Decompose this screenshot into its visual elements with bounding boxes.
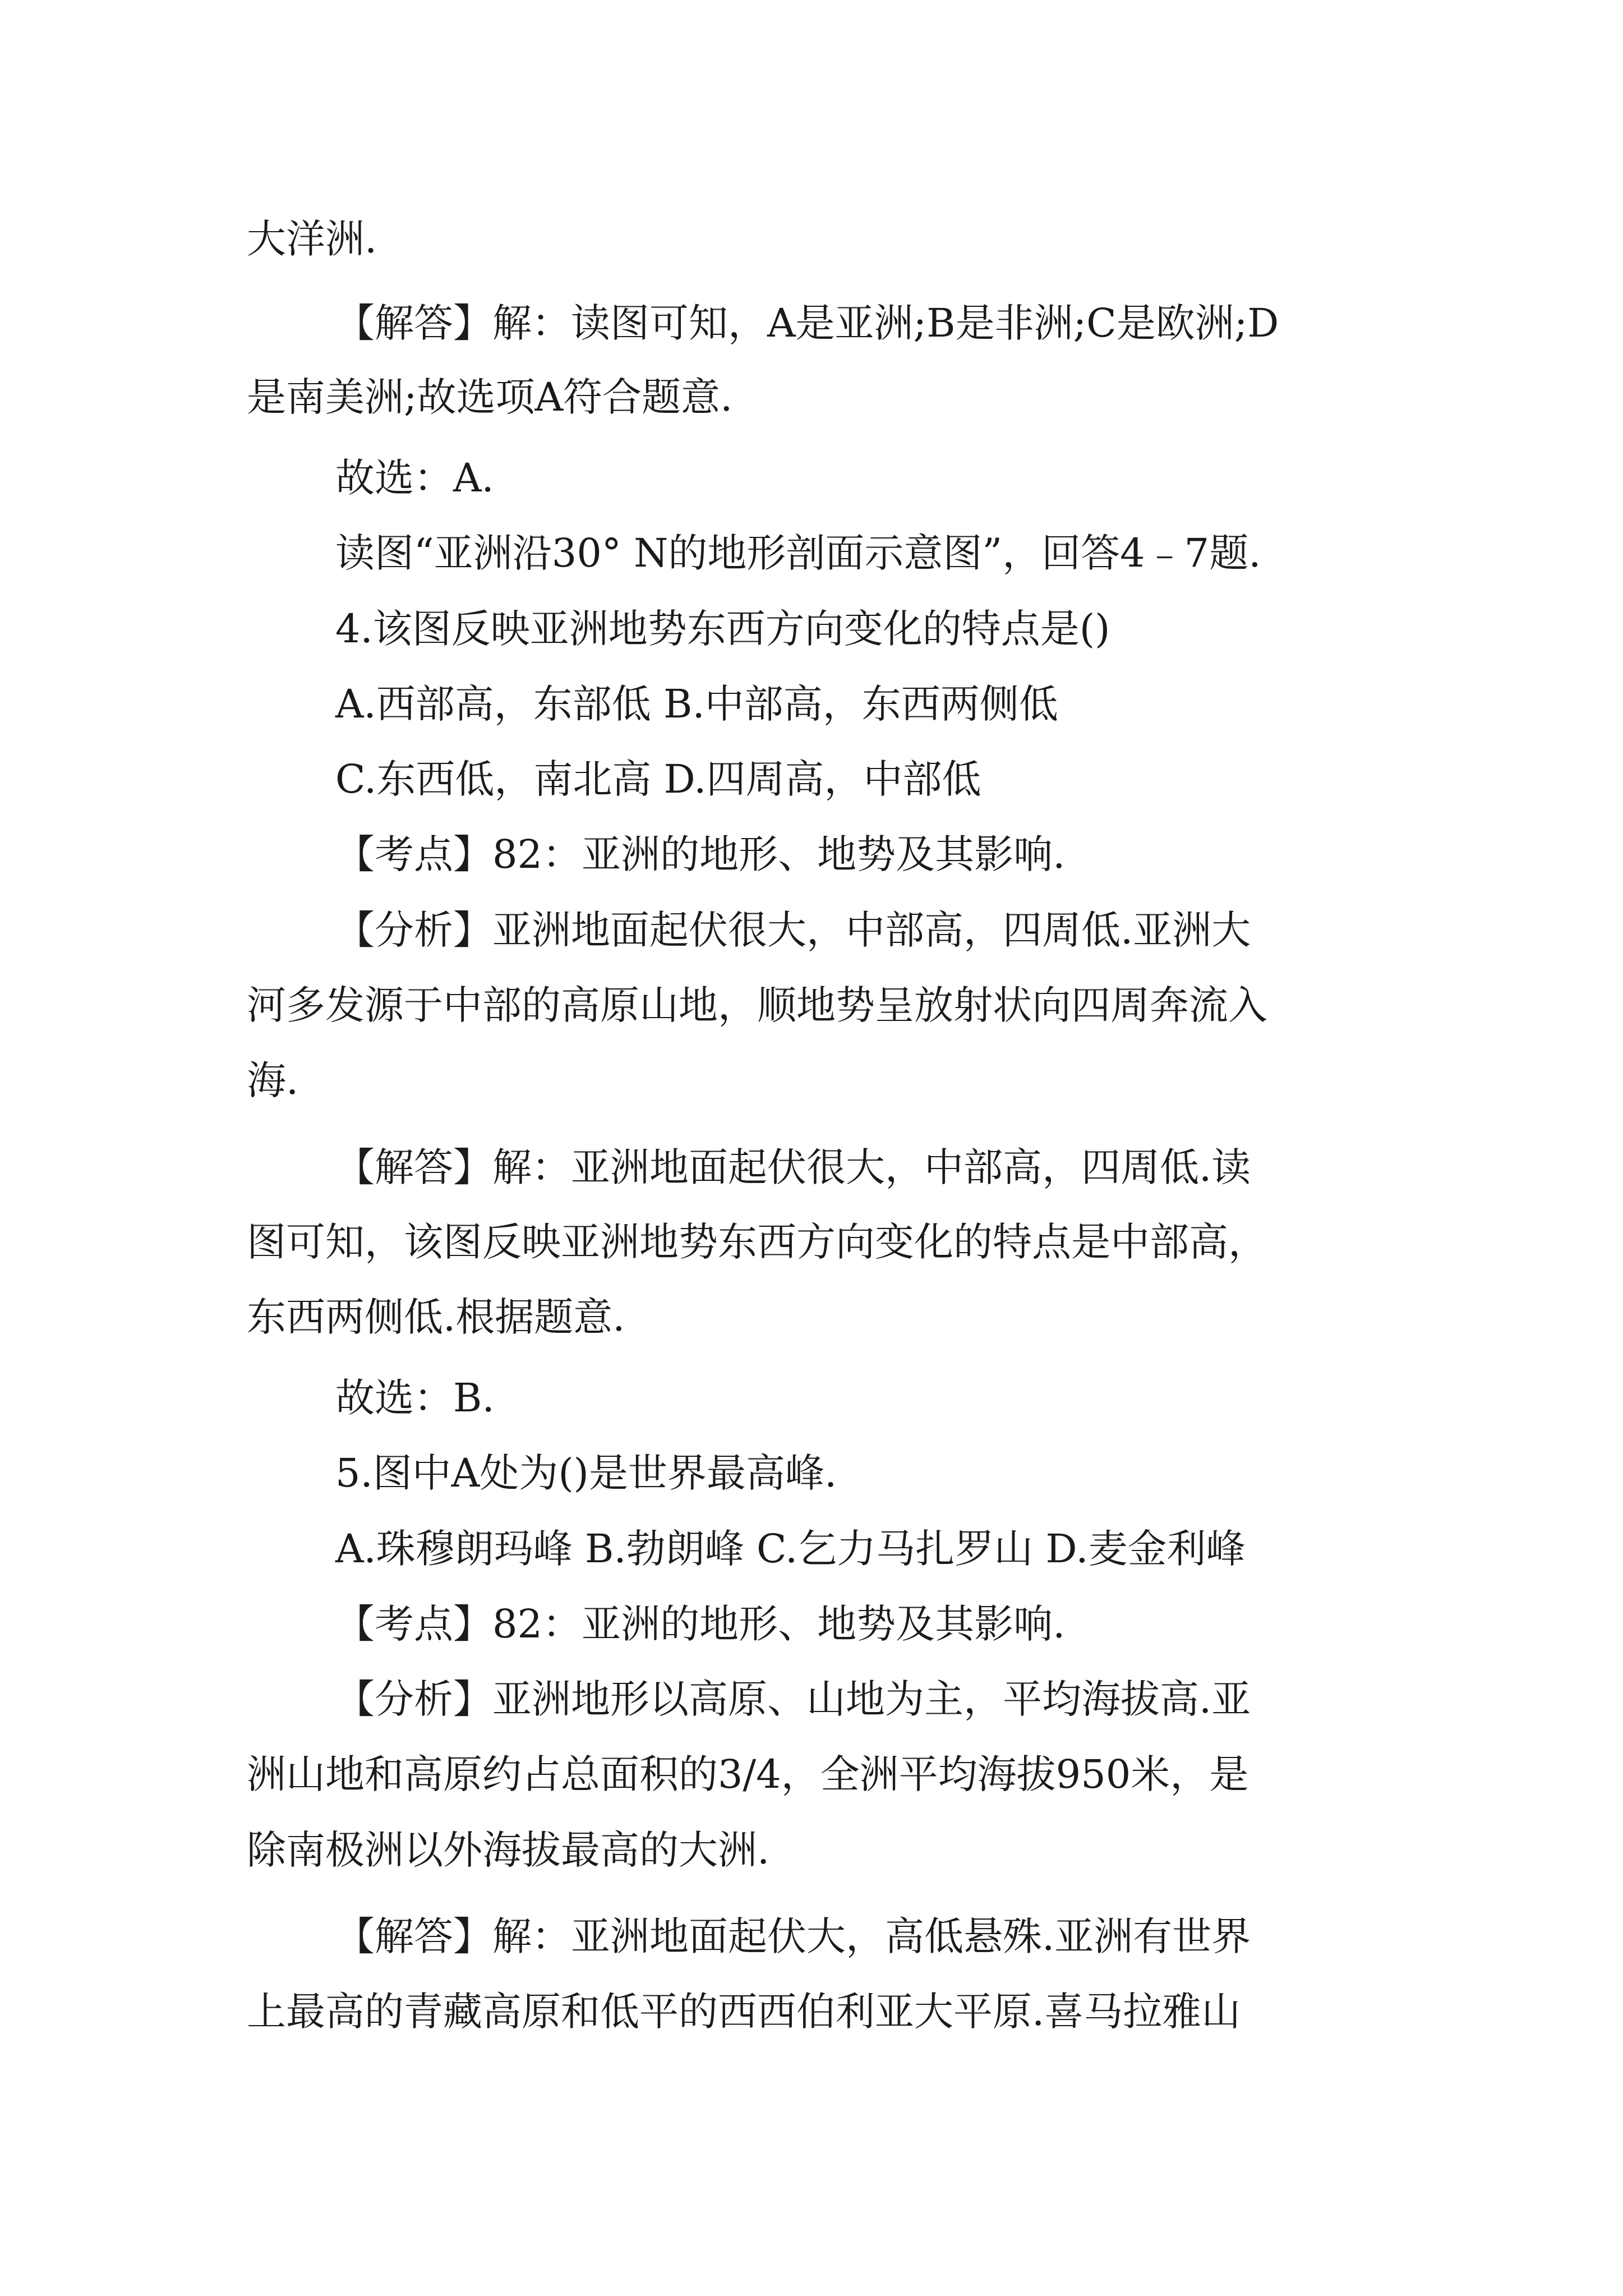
text-line: 海.: [247, 1057, 299, 1103]
text-line: 河多发源于中部的高原山地，顺地势呈放射状向四周奔流入: [247, 982, 1267, 1028]
text-line: 【考点】82：亚洲的地形、地势及其影响.: [335, 1601, 1066, 1647]
text-line: 东西两侧低.根据题意.: [247, 1294, 625, 1340]
text-line: 图可知，该图反映亚洲地势东西方向变化的特点是中部高，: [247, 1219, 1267, 1265]
text-line: A.西部高，东部低 B.中部高，东西两侧低: [335, 681, 1058, 727]
text-line: 读图“亚洲沿30° N的地形剖面示意图”，回答4﹣7题.: [335, 530, 1261, 576]
text-line: C.东西低，南北高 D.四周高，中部低: [335, 756, 981, 802]
text-line: 洲山地和高原约占总面积的3/4，全洲平均海拔950米，是: [247, 1751, 1249, 1797]
text-line: 除南极洲以外海拔最高的大洲.: [247, 1827, 770, 1873]
text-line: 故选：B.: [335, 1375, 495, 1421]
text-line: 4.该图反映亚洲地势东西方向变化的特点是(): [335, 606, 1110, 652]
text-line: 是南美洲;故选项A符合题意.: [247, 374, 733, 420]
text-line: 故选：A.: [335, 455, 494, 501]
text-line: 【分析】亚洲地形以高原、山地为主，平均海拔高.亚: [335, 1676, 1251, 1722]
text-line: 上最高的青藏高原和低平的西西伯利亚大平原.喜马拉雅山: [247, 1989, 1241, 2035]
text-line: 【分析】亚洲地面起伏很大，中部高，四周低.亚洲大: [335, 907, 1251, 953]
text-line: 【解答】解：亚洲地面起伏很大，中部高，四周低.读: [335, 1144, 1251, 1190]
text-line: 大洋洲.: [247, 216, 377, 262]
text-line: A.珠穆朗玛峰 B.勃朗峰 C.乞力马扎罗山 D.麦金利峰: [335, 1526, 1246, 1572]
text-line: 5.图中A处为()是世界最高峰.: [335, 1450, 837, 1496]
text-line: 【解答】解：读图可知，A是亚洲;B是非洲;C是欧洲;D: [335, 300, 1279, 346]
text-line: 【考点】82：亚洲的地形、地势及其影响.: [335, 831, 1066, 877]
text-line: 【解答】解：亚洲地面起伏大，高低悬殊.亚洲有世界: [335, 1913, 1251, 1959]
